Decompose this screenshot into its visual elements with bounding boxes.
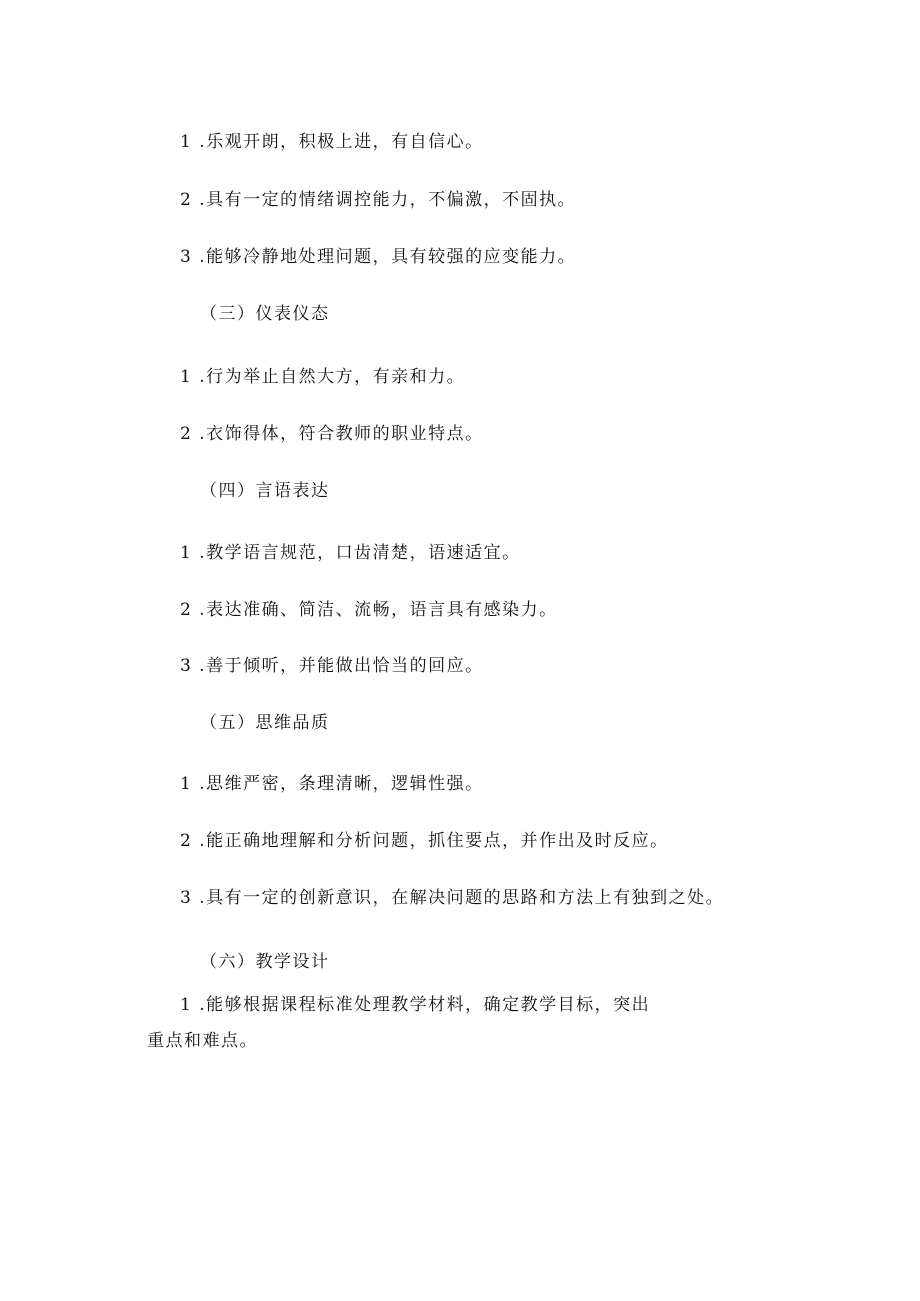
list-item: 3 .具有一定的创新意识，在解决问题的思路和方法上有独到之处。 [180, 888, 725, 908]
list-item: 1 .能够根据课程标准处理教学材料，确定教学目标，突出 [180, 995, 651, 1015]
section-heading: （四）言语表达 [200, 481, 330, 501]
list-item: 2 .衣饰得体，符合教师的职业特点。 [180, 424, 484, 444]
section-heading: （五）思维品质 [200, 713, 330, 733]
list-item: 2 .具有一定的情绪调控能力，不偏激，不固执。 [180, 190, 577, 210]
list-item: 2 .能正确地理解和分析问题，抓住要点，并作出及时反应。 [180, 831, 669, 851]
list-item: 1 .教学语言规范，口齿清楚，语速适宜。 [180, 543, 521, 563]
list-item: 1 .行为举止自然大方，有亲和力。 [180, 367, 466, 387]
list-item: 1 .思维严密，条理清晰，逻辑性强。 [180, 774, 484, 794]
section-heading: （三）仪表仪态 [200, 304, 330, 324]
list-item: 1 .乐观开朗，积极上进，有自信心。 [180, 132, 484, 152]
section-heading: （六）教学设计 [200, 952, 330, 972]
list-item: 3 .善于倾听，并能做出恰当的回应。 [180, 656, 484, 676]
list-item: 3 .能够冷静地处理问题，具有较强的应变能力。 [180, 247, 577, 267]
list-item: 2 .表达准确、简洁、流畅，语言具有感染力。 [180, 600, 558, 620]
list-item-continuation: 重点和难点。 [147, 1031, 258, 1051]
